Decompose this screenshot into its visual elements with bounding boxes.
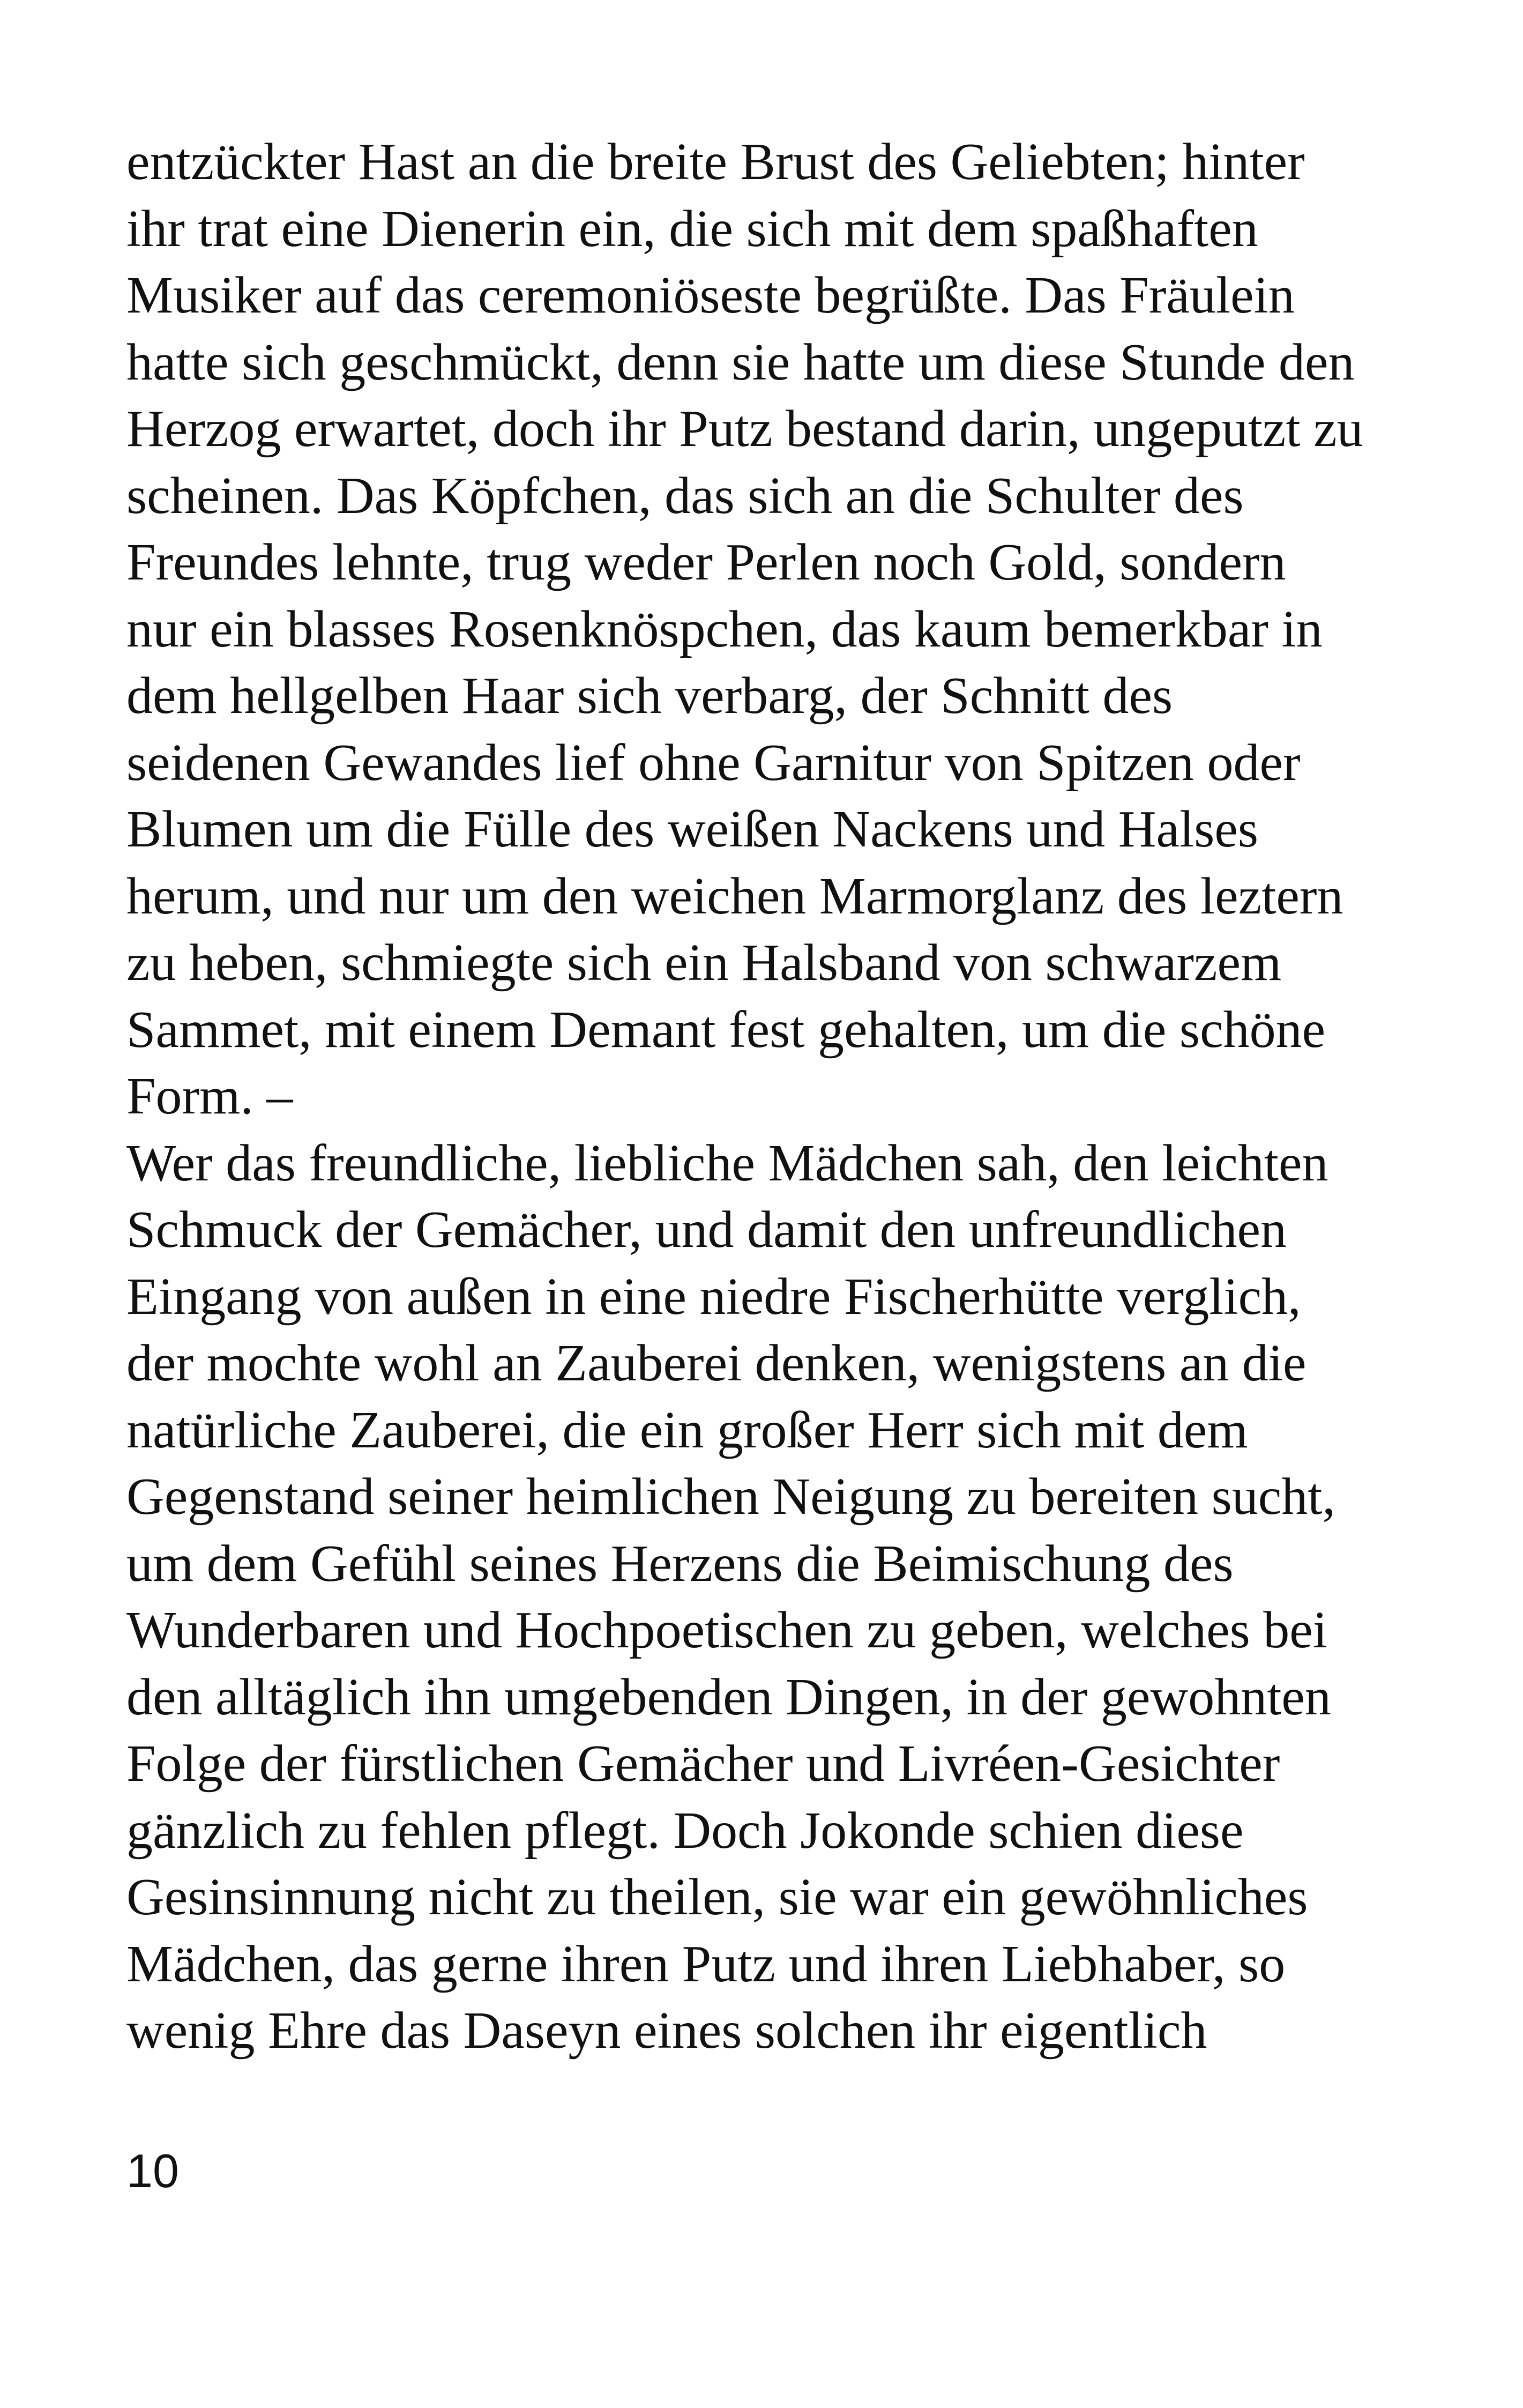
text-line: Eingang von außen in eine niedre Fischerhütte verglich, [126, 1267, 1301, 1326]
text-line: der mochte wohl an Zauberei denken, wenigstens an die [126, 1334, 1307, 1392]
text-line: den alltäglich ihn umgebenden Dingen, in der gewohnten [126, 1668, 1331, 1726]
text-line: Form. – [126, 1067, 293, 1125]
text-line: entzückter Hast an die breite Brust des Geliebten; hinter [126, 133, 1305, 191]
text-line: Gesinsinnung nicht zu theilen, sie war ein gewöhnliches [126, 1868, 1308, 1926]
text-line: Blumen um die Fülle des weißen Nackens und Halses [126, 800, 1259, 858]
text-line: ihr trat eine Dienerin ein, die sich mit dem spaßhaften [126, 199, 1258, 258]
text-line: wenig Ehre das Daseyn eines solchen ihr eigentlich [126, 2002, 1207, 2060]
text-line: Wer das freundliche, liebliche Mädchen sah, den leichten [126, 1134, 1328, 1192]
text-line: um dem Gefühl seines Herzens die Beimischung des [126, 1534, 1234, 1593]
text-line: Mädchen, das gerne ihren Putz und ihren Liebhaber, so [126, 1935, 1286, 1993]
text-line: Herzog erwartet, doch ihr Putz bestand darin, ungeputzt zu [126, 400, 1363, 458]
text-line: Schmuck der Gemächer, und damit den unfreundlichen [126, 1201, 1287, 1259]
body-text [126, 129, 1423, 2064]
text-line: nur ein blasses Rosenknöspchen, das kaum bemerkbar in [126, 600, 1323, 658]
text-line: Musiker auf das ceremoniöseste begrüßte. Das Fräulein [126, 266, 1295, 324]
text-line: Sammet, mit einem Demant fest gehalten, um die schöne [126, 1000, 1326, 1059]
text-line: natürliche Zauberei, die ein großer Herr sich mit dem [126, 1401, 1248, 1459]
text-line: Wunderbaren und Hochpoetischen zu geben, welches bei [126, 1601, 1328, 1659]
text-line: Folge der fürstlichen Gemächer und Livréen-Gesichter [126, 1735, 1280, 1793]
text-line: dem hellgelben Haar sich verbarg, der Schnitt des [126, 667, 1173, 725]
text-line: scheinen. Das Köpfchen, das sich an die Schulter des [126, 466, 1244, 525]
text-line: zu heben, schmiegte sich ein Halsband von schwarzem [126, 934, 1282, 992]
text-line: Freundes lehnte, trug weder Perlen noch Gold, sondern [126, 533, 1286, 591]
text-line: seidenen Gewandes lief ohne Garnitur von Spitzen oder [126, 733, 1301, 792]
text-line: gänzlich zu fehlen pflegt. Doch Jokonde schien diese [126, 1801, 1244, 1860]
text-line: herum, und nur um den weichen Marmorglanz des leztern [126, 867, 1343, 925]
text-line: Gegenstand seiner heimlichen Neigung zu bereiten sucht, [126, 1468, 1335, 1526]
text-line: hatte sich geschmückt, denn sie hatte um diese Stunde den [126, 333, 1355, 391]
page-number: 10 [126, 2144, 179, 2197]
